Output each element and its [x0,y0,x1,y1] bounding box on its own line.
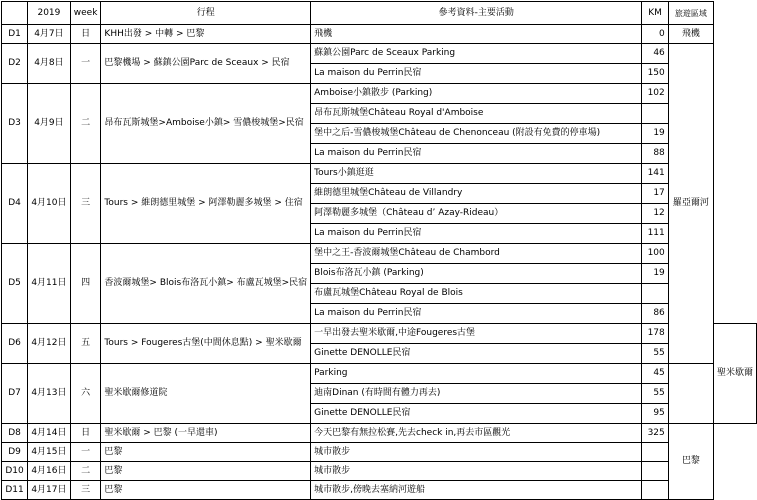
activity-cell: 今天巴黎有無拉松賽,先去check in,再去市區觀光 [311,424,642,443]
table-row [2,84,757,104]
day-cell: D3 [2,84,28,164]
km-cell [642,443,668,462]
activity-cell: 城市散步 [311,462,642,481]
table-row [2,244,757,264]
day-cell: D8 [2,424,28,443]
activity-cell: 阿澤勒麗多城堡（Château d’ Azay-Rideau） [311,204,642,224]
activity-cell: Amboise小鎮散步 (Parking) [311,84,642,104]
date-cell: 4月8日 [28,44,71,84]
km-cell: 55 [642,344,668,364]
km-cell: 102 [642,84,668,104]
route-cell: 巴黎機場 > 蘇鎮公園Parc de Sceaux > 民宿 [101,44,311,84]
km-cell: 17 [642,184,668,204]
activity-cell: 城市散步,傍晚去塞納河遊船 [311,481,642,500]
km-cell: 19 [642,124,668,144]
activity-cell: 維朗德里城堡Château de Villandry [311,184,642,204]
date-cell: 4月10日 [28,164,71,244]
activity-cell: 堡中之后-雪儂梭城堡Château de Chenonceau (附設有免費的停車場) [311,124,642,144]
date-cell: 4月15日 [28,443,71,462]
km-cell: 86 [642,304,668,324]
route-cell: 巴黎 [101,443,311,462]
weekday-cell: 四 [70,244,101,324]
header-region: 旅遊區域 [668,2,713,25]
km-cell: 178 [642,324,668,344]
header-day [2,2,28,25]
km-cell: 45 [642,364,668,384]
weekday-cell: 一 [70,443,101,462]
activity-cell: 蘇鎮公園Parc de Sceaux Parking [311,44,642,64]
region-cell: 巴黎 [668,424,713,500]
activity-cell: 堡中之王-香波爾城堡Château de Chambord [311,244,642,264]
itinerary-table [1,1,757,500]
activity-cell: La maison du Perrin民宿 [311,144,642,164]
activity-cell: La maison du Perrin民宿 [311,64,642,84]
km-cell: 150 [642,64,668,84]
region-cell: 羅亞爾河 [668,44,713,364]
day-cell: D10 [2,462,28,481]
activity-cell: Ginette DENOLLE民宿 [311,344,642,364]
activity-cell: 城市散步 [311,443,642,462]
day-cell: D4 [2,164,28,244]
header-row [2,2,757,25]
activity-cell: Blois布洛瓦小鎮 (Parking) [311,264,642,284]
weekday-cell: 二 [70,84,101,164]
activity-cell: La maison du Perrin民宿 [311,304,642,324]
weekday-cell: 三 [70,481,101,500]
km-cell [642,284,668,304]
km-cell: 95 [642,404,668,424]
table-row [2,164,757,184]
km-cell: 88 [642,144,668,164]
date-cell: 4月9日 [28,84,71,164]
weekday-cell: 一 [70,44,101,84]
km-cell: 12 [642,204,668,224]
header-km: KM [642,2,668,25]
route-cell: 香波爾城堡> Blois布洛瓦小鎮> 布盧瓦城堡>民宿 [101,244,311,324]
table-row [2,25,757,44]
weekday-cell: 日 [70,25,101,44]
km-cell: 55 [642,384,668,404]
route-cell: 昂布瓦斯城堡>Amboise小鎮> 雪儂梭城堡>民宿 [101,84,311,164]
day-cell: D5 [2,244,28,324]
date-cell: 4月13日 [28,364,71,424]
header-route: 行程 [101,2,311,25]
day-cell: D6 [2,324,28,364]
weekday-cell: 二 [70,462,101,481]
date-cell: 4月7日 [28,25,71,44]
date-cell: 4月17日 [28,481,71,500]
weekday-cell: 日 [70,424,101,443]
km-cell: 0 [642,25,668,44]
weekday-cell: 六 [70,364,101,424]
route-cell: 聖米歇爾 > 巴黎 (一早還車) [101,424,311,443]
table-row [2,44,757,64]
activity-cell: 布盧瓦城堡Château Royal de Blois [311,284,642,304]
weekday-cell: 三 [70,164,101,244]
header-year: 2019 [28,2,71,25]
day-cell: D7 [2,364,28,424]
day-cell: D9 [2,443,28,462]
date-cell: 4月16日 [28,462,71,481]
km-cell: 19 [642,264,668,284]
km-cell: 325 [642,424,668,443]
route-cell: KHH出發 > 中轉 > 巴黎 [101,25,311,44]
table-row [2,424,757,443]
activity-cell: 飛機 [311,25,642,44]
table-row [2,481,757,500]
region-cell: 飛機 [668,25,713,44]
activity-cell: 昂布瓦斯城堡Château Royal d'Amboise [311,104,642,124]
day-cell: D2 [2,44,28,84]
region-cell: 聖米歇爾 [713,324,756,424]
header-week: week [70,2,101,25]
route-cell: Tours > Fougeres古堡(中間休息點) > 聖米歇爾 [101,324,311,364]
route-cell: 巴黎 [101,481,311,500]
table-row [2,364,757,384]
activity-cell: 一早出發去聖米歇爾,中途Fougeres古堡 [311,324,642,344]
route-cell: Tours > 維朗德里城堡 > 阿澤勒麗多城堡 > 住宿 [101,164,311,244]
table-row [2,443,757,462]
activity-cell: 迪南Dinan (有時間有體力再去) [311,384,642,404]
activity-cell: Ginette DENOLLE民宿 [311,404,642,424]
km-cell: 141 [642,164,668,184]
km-cell [642,481,668,500]
date-cell: 4月14日 [28,424,71,443]
table-row [2,462,757,481]
km-cell: 100 [642,244,668,264]
table-row [2,324,757,344]
activity-cell: Parking [311,364,642,384]
activity-cell: La maison du Perrin民宿 [311,224,642,244]
activity-cell: Tours小鎮逛逛 [311,164,642,184]
km-cell [642,462,668,481]
route-cell: 巴黎 [101,462,311,481]
weekday-cell: 五 [70,324,101,364]
date-cell: 4月12日 [28,324,71,364]
header-activities: 參考資料-主要活動 [311,2,642,25]
date-cell: 4月11日 [28,244,71,324]
route-cell: 聖米歇爾修道院 [101,364,311,424]
km-cell: 46 [642,44,668,64]
km-cell [642,104,668,124]
day-cell: D11 [2,481,28,500]
day-cell: D1 [2,25,28,44]
km-cell: 111 [642,224,668,244]
